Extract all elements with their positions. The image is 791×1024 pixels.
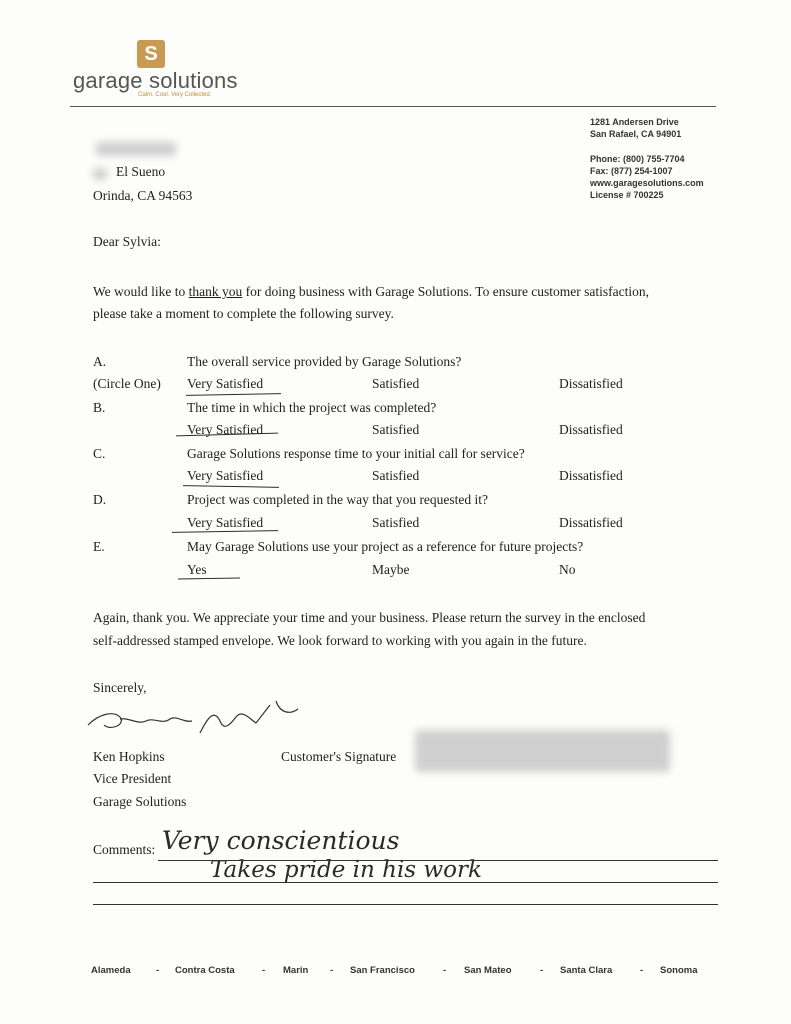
option-satisfied[interactable]: Satisfied xyxy=(372,376,420,391)
recipient-city-line: Orinda, CA 94563 xyxy=(93,188,193,203)
comments-label: Comments: xyxy=(93,842,156,857)
footer-location: Marin xyxy=(283,965,309,976)
company-logo-icon: S xyxy=(137,40,165,68)
option-dissatisfied[interactable]: Dissatisfied xyxy=(559,376,623,391)
question-letter: C. xyxy=(93,446,106,461)
question-letter: D. xyxy=(93,492,107,507)
footer-location: Alameda xyxy=(91,965,131,976)
footer-location: Contra Costa xyxy=(175,965,235,976)
customer-signature-label: Customer's Signature xyxy=(281,749,397,764)
option-satisfied[interactable]: Satisfied xyxy=(372,515,420,530)
footer-location: San Francisco xyxy=(350,965,415,976)
comment-line2: Takes pride in his work xyxy=(210,857,482,883)
signer-name: Ken Hopkins xyxy=(93,749,165,764)
salutation: Dear Sylvia: xyxy=(93,234,161,249)
question-text: The overall service provided by Garage Solutions? xyxy=(187,354,462,369)
option-very-satisfied[interactable]: Very Satisfied xyxy=(187,376,264,391)
signer-company: Garage Solutions xyxy=(93,794,187,809)
intro-text-post: for doing business with Garage Solutions. To ensure customer satisfaction, xyxy=(242,284,650,299)
question-text: Garage Solutions response time to your initial call for service? xyxy=(187,446,525,461)
comment-rule xyxy=(93,882,718,883)
company-address-line2: San Rafael, CA 94901 xyxy=(590,129,682,139)
company-website: www.garagesolutions.com xyxy=(590,178,704,188)
company-fax: Fax: (877) 254-1007 xyxy=(590,166,673,176)
question-letter: A. xyxy=(93,354,107,369)
question-text: Project was completed in the way that you requested it? xyxy=(187,492,489,507)
recipient-street: El Sueno xyxy=(116,164,166,179)
footer-separator: - xyxy=(640,965,644,976)
redacted-recipient-name xyxy=(96,142,176,156)
header-rule xyxy=(70,106,716,107)
footer-location: San Mateo xyxy=(464,965,512,976)
footer-location: Sonoma xyxy=(660,965,698,976)
comment-rule xyxy=(93,904,718,905)
footer-separator: - xyxy=(443,965,447,976)
sign-off: Sincerely, xyxy=(93,680,147,695)
option-very-satisfied[interactable]: Very Satisfied xyxy=(187,468,264,483)
option-very-satisfied[interactable]: Very Satisfied xyxy=(187,422,264,437)
redacted-street-number xyxy=(93,168,107,180)
selection-mark xyxy=(183,485,279,488)
footer-separator: - xyxy=(156,965,160,976)
option-dissatisfied[interactable]: Dissatisfied xyxy=(559,468,623,483)
intro-paragraph-line2: please take a moment to complete the following survey. xyxy=(93,306,394,321)
question-letter: E. xyxy=(93,539,105,554)
question-text: May Garage Solutions use your project as a reference for future projects? xyxy=(187,539,584,554)
company-address-line1: 1281 Andersen Drive xyxy=(590,117,679,127)
option-very-satisfied[interactable]: Very Satisfied xyxy=(187,515,264,530)
footer-separator: - xyxy=(262,965,266,976)
option-yes[interactable]: Yes xyxy=(187,562,207,577)
company-name: garage solutions xyxy=(73,68,238,93)
option-no[interactable]: No xyxy=(559,562,576,577)
closing-paragraph-line1: Again, thank you. We appreciate your time and your business. Please return the survey in the enclosed xyxy=(93,610,646,625)
footer-location: Santa Clara xyxy=(560,965,613,976)
company-license: License # 700225 xyxy=(590,190,664,200)
footer-separator: - xyxy=(330,965,334,976)
option-dissatisfied[interactable]: Dissatisfied xyxy=(559,422,623,437)
footer-separator: - xyxy=(540,965,544,976)
option-satisfied[interactable]: Satisfied xyxy=(372,422,420,437)
selection-mark xyxy=(178,577,240,579)
selection-mark xyxy=(186,393,281,396)
company-tagline: Calm. Cool. Very Collected. xyxy=(138,92,212,98)
intro-text-pre: We would like to xyxy=(93,284,189,299)
redacted-customer-signature xyxy=(415,730,670,772)
question-letter: B. xyxy=(93,400,106,415)
closing-paragraph-line2: self-addressed stamped envelope. We look forward to working with you again in the future. xyxy=(93,633,587,648)
thank-you-emphasis: thank you xyxy=(188,284,243,299)
comment-rule xyxy=(158,860,718,861)
option-satisfied[interactable]: Satisfied xyxy=(372,468,420,483)
company-phone: Phone: (800) 755-7704 xyxy=(590,154,685,164)
option-maybe[interactable]: Maybe xyxy=(372,562,410,577)
intro-paragraph-line1 xyxy=(93,284,649,300)
signature-image xyxy=(80,695,310,755)
comment-line1: Very conscientious xyxy=(162,826,400,855)
option-dissatisfied[interactable]: Dissatisfied xyxy=(559,515,623,530)
signer-title: Vice President xyxy=(93,771,172,786)
circle-one-note: (Circle One) xyxy=(93,376,161,391)
question-text: The time in which the project was completed? xyxy=(187,400,437,415)
